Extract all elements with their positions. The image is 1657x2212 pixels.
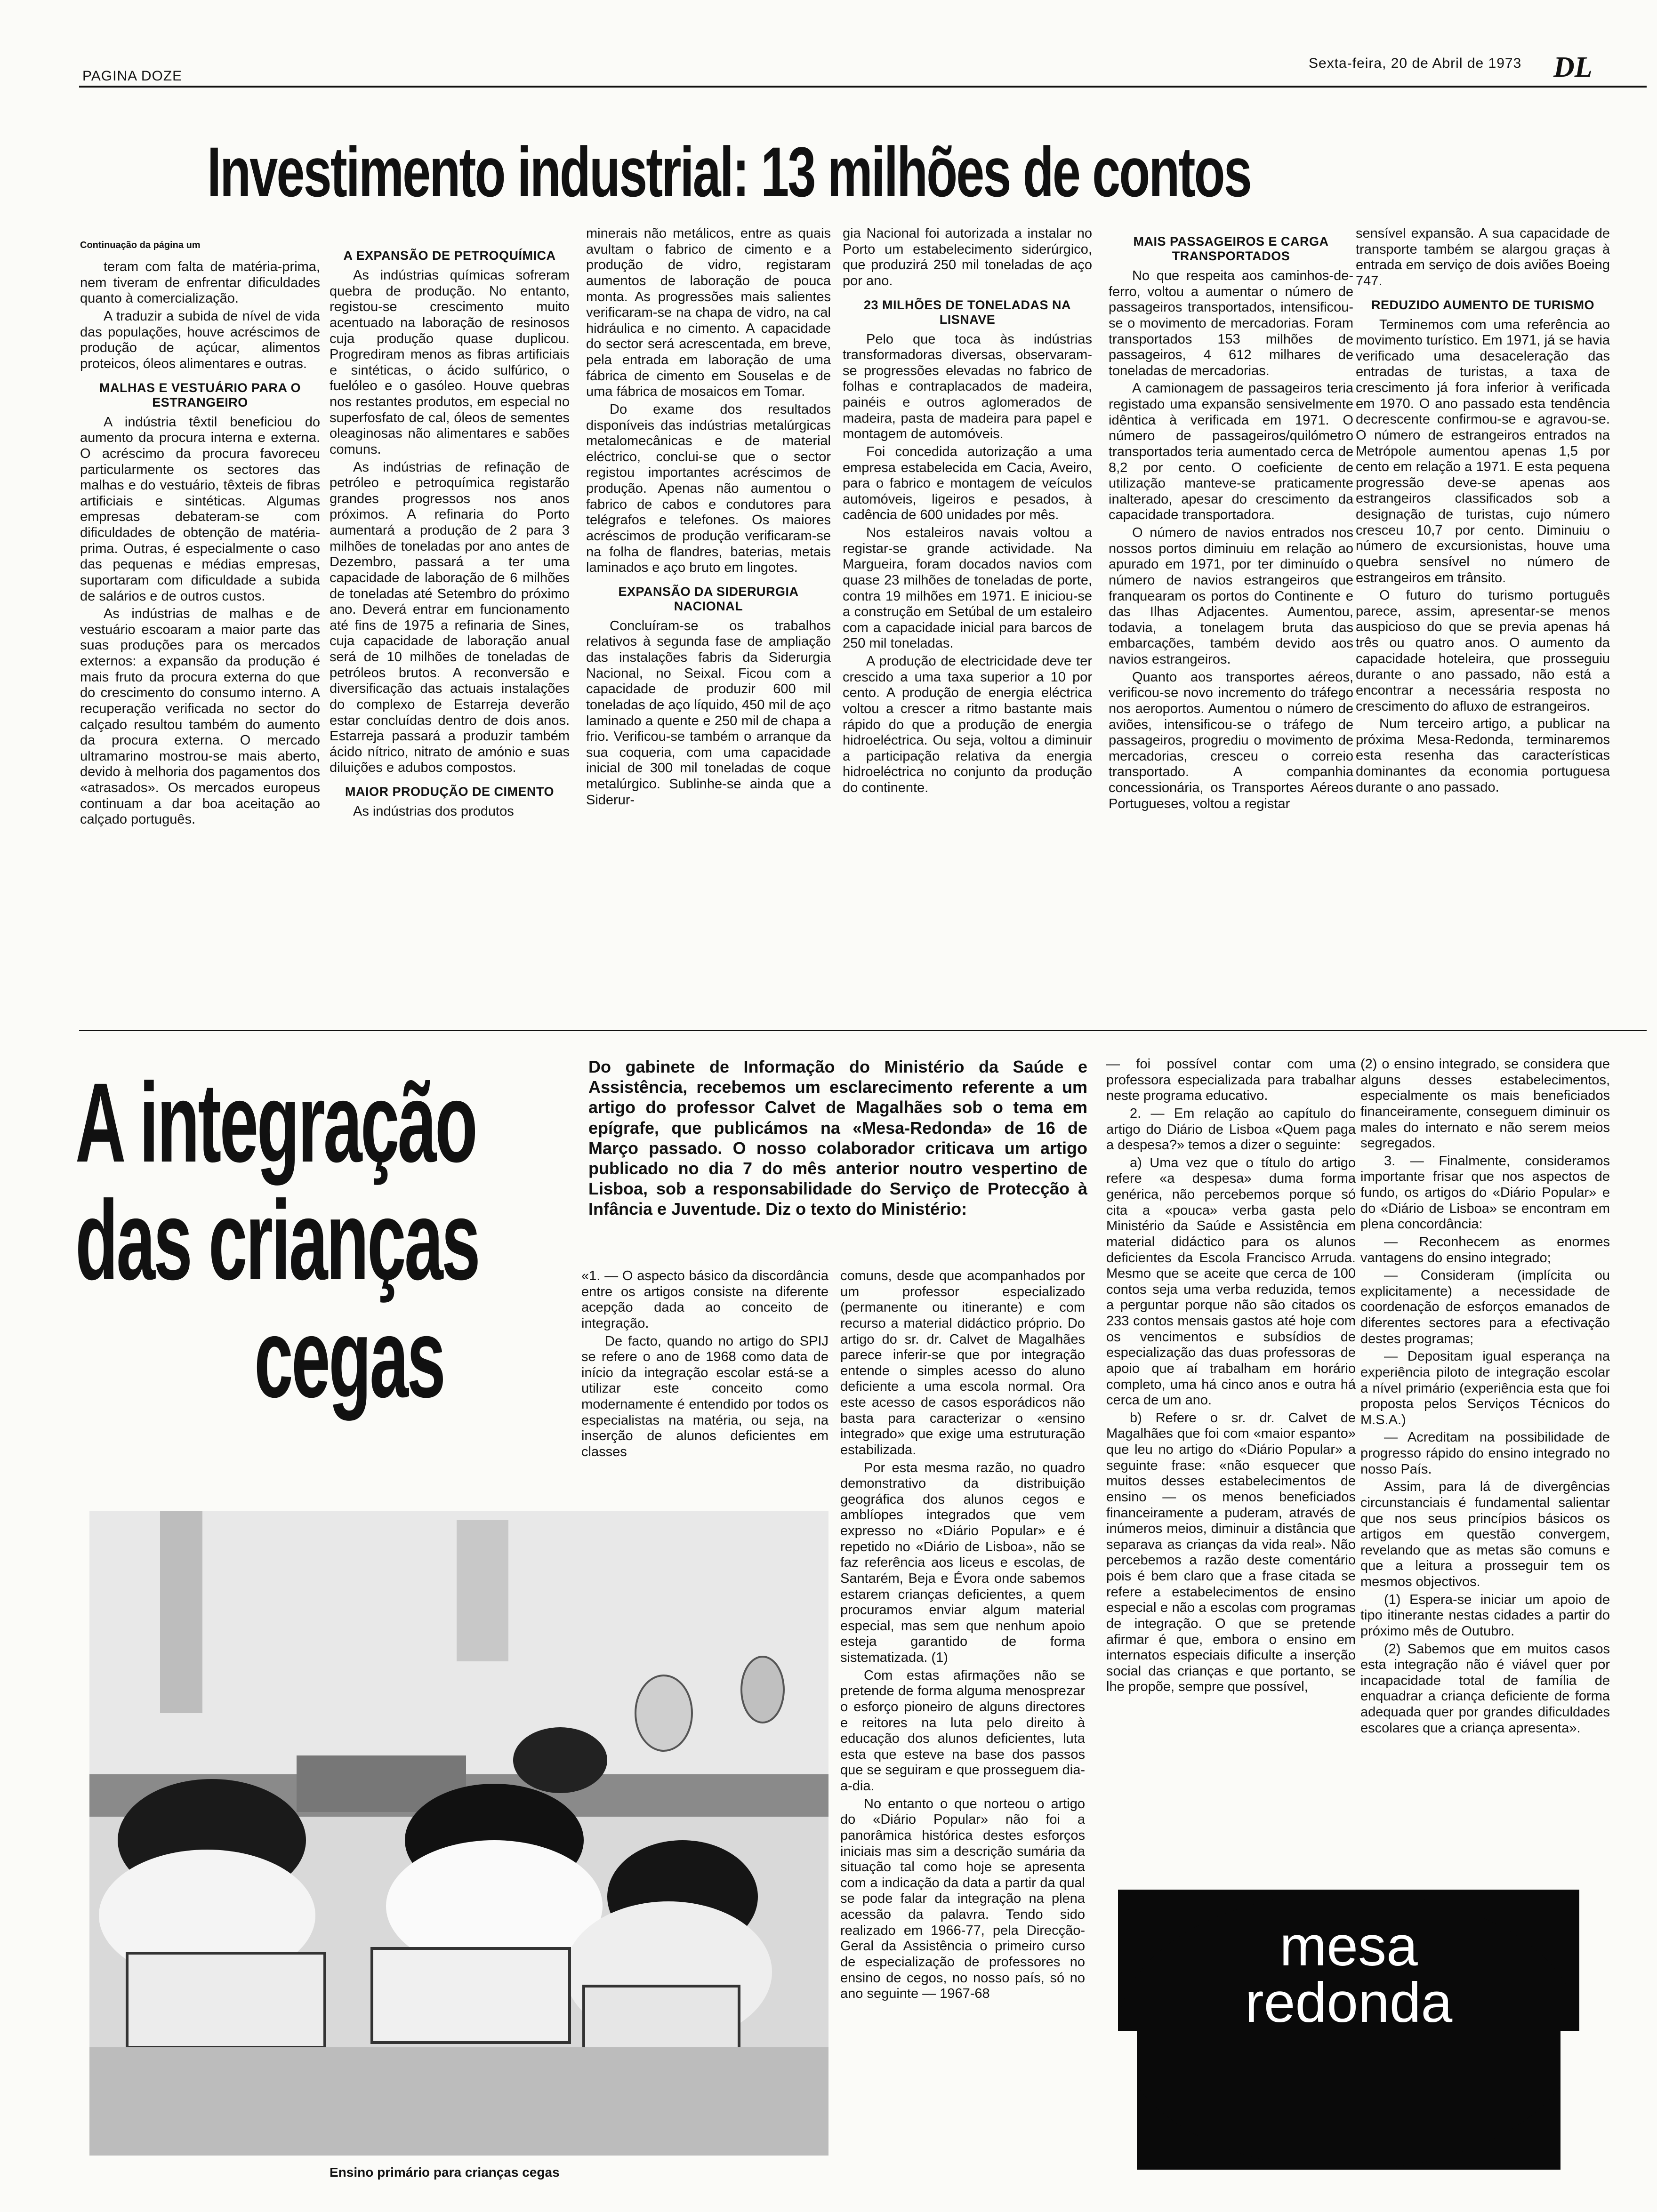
paragraph: — Reconhecem as enormes vantagens do ensino integrado;	[1360, 1234, 1610, 1266]
paragraph: — Acreditam na possibilidade de progresso rápido do ensino integrado no nosso País.	[1360, 1430, 1610, 1477]
paragraph: 2. — Em relação ao capítulo do artigo do Diário de Lisboa «Quem paga a despesa?» temos a dizer o seguinte:	[1106, 1106, 1356, 1153]
paragraph: Terminemos com uma referência ao movimento turístico. Em 1971, já se havia verificado uma desaceleração das entradas de turistas, a taxa de crescimento já fora inferior à verificada em 1970. O ano passado esta tendência decrescente confirmou-se e agravou-se. O número de estrangeiros entrados na Metrópole aumentou apenas 1,5 por cento em relação a 1971. E esta pequena progressão deve-se apenas aos estrangeiros classificados sob a designação de turistas, cujo número cresceu 10,7 por cento. Diminuiu o número de excursionistas, houve uma quebra sensível no número de estrangeiros em trânsito.	[1356, 317, 1610, 585]
paragraph: gia Nacional foi autorizada a instalar no Porto um estabelecimento siderúrgico, que produzirá 250 mil toneladas de aço por ano.	[843, 226, 1092, 289]
article2-column-4	[1360, 1057, 1610, 1866]
subheading: REDUZIDO AUMENTO DE TURISMO	[1371, 297, 1594, 312]
paragraph: As indústrias dos produtos	[353, 804, 514, 819]
paragraph: teram com falta de matéria-prima, nem tiveram de enfrentar dificuldades quanto à comercialização.	[80, 259, 320, 306]
paragraph: Concluíram-se os trabalhos relativos à segunda fase de ampliação das instalações fabris da Siderurgia Nacional, no Seixal. Ficou com a capacidade de produzir 600 mil toneladas de aço líquido, 450 mil de aço laminado a quente e 250 mil de chapa a frio. Verificou-se também o arranque da sua coqueria, com uma capacidade inicial de 300 mil toneladas de coque metalúrgico. Sublinhe-se ainda que a Siderur-	[586, 618, 831, 808]
article1-column-3	[586, 226, 831, 1012]
mesa-line2: redonda	[1245, 1971, 1453, 2034]
paragraph: (2) Sabemos que em muitos casos esta integração não é viável quer por incapacidade total de família de enquadrar a criança deficiente de forma adequada quer por grandes dificuldades escolares que a criança apresenta».	[1360, 1641, 1610, 1736]
paragraph: sensível expansão. A sua capacidade de transporte também se alargou graças à entrada em serviço de dois aviões Boeing 747.	[1356, 226, 1610, 289]
paragraph: Nos estaleiros navais voltou a registar-se grande actividade. Na Margueira, foram docados navios com quase 23 milhões de toneladas de porte, contra 19 milhões em 1971. E iniciou-se a construção em Setúbal de um estaleiro com a capacidade inicial para barcos de 250 mil toneladas.	[843, 525, 1092, 651]
paragraph: De facto, quando no artigo do SPIJ se refere o ano de 1968 como data de início da integração escolar está-se a utilizar este conceito como modernamente é entendido por todos os especialistas na matéria, ou seja, na inserção de alunos deficientes em classes	[581, 1333, 828, 1459]
paragraph: O número de navios entrados nos nossos portos diminuiu em relação ao apurado em 1971, por ter diminuído o número de navios estrangeiros que franquearam os portos do Continente e das Ilhas Adjacentes. Aumentou, todavia, a tonelagem bruta das embarcações, também devido aos navios estrangeiros.	[1109, 525, 1353, 667]
paragraph: A produção de electricidade deve ter crescido a uma taxa superior a 10 por cento. A produção de energia eléctrica voltou a crescer a ritmo bastante mais rápido do que a produção de energia hidroeléctrica. Ou seja, voltou a diminuir a participação relativa da energia hidroeléctrica no conjunto da produção do continente.	[843, 654, 1092, 796]
paragraph: Por esta mesma razão, no quadro demonstrativo da distribuição geográfica dos alunos cegos e amblíopes integrados que vem expresso no «Diário Popular» e é repetido no «Diário de Lisboa», não se faz referência aos liceus e escolas, de Santarém, Beja e Évora onde sabemos estarem crianças deficientes, a quem procuramos enviar algum material especial, mas sem que nenhum apoio esteja garantido de forma sistematizada. (1)	[840, 1460, 1085, 1665]
headline-investimento: Investimento industrial: 13 milhões de contos	[207, 132, 1251, 211]
paragraph: a) Uma vez que o título do artigo refere «a despesa» duma forma genérica, não percebemos porque só cita a «pouca» verba gasta pelo Ministério da Saúde e Assistência em material didáctico para os alunos deficientes da Escola Francisco Arruda. Mesmo que se aceite que cerca de 100 contos seja uma verba reduzida, temos a perguntar porque não são citados os 233 contos mensais gastos até hoje com os vencimentos e subsídios de especialização das duas professoras de apoio que aí trabalham em horário completo, uma há cinco anos e outra há cerca de um ano.	[1106, 1155, 1356, 1408]
article1-column-6	[1356, 226, 1610, 1012]
paragraph: Quanto aos transportes aéreos, verificou-se novo incremento do tráfego nos aeroportos. Aumentou o número de aviões, intensificou-se o tráfego de passageiros, progrediu o movimento de mercadorias, cresceu o correio transportado. A companhia concessionária, os Transportes Aéreos Portugueses, voltou a registar	[1109, 669, 1353, 811]
article2-intro: Do gabinete de Informação do Ministério da Saúde e Assistência, recebemos um esclarecimento referente a um artigo do professor Calvet de Magalhães sob o tema em epígrafe, que publicámos na «Mesa-Redonda» de 16 de Março passado. O nosso colaborador criticava um artigo publicado no dia 7 do mês anterior noutro vespertino de Lisboa, sob a responsabilidade do Serviço de Protecção à Infância e Juventude. Diz o texto do Ministério:	[588, 1057, 1087, 1219]
paragraph: Num terceiro artigo, a publicar na próxima Mesa-Redonda, terminaremos esta resenha das características dominantes da economia portuguesa durante o ano passado.	[1356, 716, 1610, 795]
paragraph: — foi possível contar com uma professora especializada para trabalhar neste programa educativo.	[1106, 1057, 1356, 1104]
paragraph: comuns, desde que acompanhados por um professor especializado (permanente ou itinerante) e com recurso a material didáctico próprio. Do artigo do sr. dr. Calvet de Magalhães parece inferir-se que por integração entende o simples acesso do aluno deficiente a uma escola normal. Ora este acesso de casos esporádicos não basta para caracterizar o «ensino integrado» que exige uma estruturação estabilizada.	[840, 1268, 1085, 1458]
subheading: MALHAS E VESTUÁRIO PARA O ESTRANGEIRO	[99, 380, 301, 409]
paragraph: (1) Espera-se iniciar um apoio de tipo itinerante nestas cidades a partir do próximo mês de Outubro.	[1360, 1592, 1610, 1639]
article1-column-1	[80, 240, 320, 1012]
paragraph: Foi concedida autorização a uma empresa estabelecida em Cacia, Aveiro, para o fabrico e montagem de veículos automóveis, ligeiros e pesados, à cadência de 600 unidades por mês.	[843, 444, 1092, 523]
paragraph: A camionagem de passageiros teria registado uma expansão sensivelmente idêntica à verificada em 1971. O número de passageiros/quilómetro transportados teria aumentado cerca de 8,2 por cento. O coeficiente de utilização manteve-se praticamente inalterado, apesar do crescimento da capacidade transportadora.	[1109, 381, 1353, 523]
subheading: MAIOR PRODUÇÃO DE CIMENTO	[345, 785, 554, 799]
continued-from-label: Continuação da página um	[80, 240, 201, 250]
mesa-redonda-logo	[1118, 1890, 1579, 2170]
paragraph: Assim, para lá de divergências circunstanciais é fundamental salientar que nos seus princípios básicos os artigos em questão convergem, revelando que as metas são comuns e que a leitura a prosseguir tem os mesmos objectivos.	[1360, 1479, 1610, 1589]
subheading: EXPANSÃO DA SIDERURGIA NACIONAL	[618, 584, 799, 613]
paragraph: minerais não metálicos, entre as quais avultam o fabrico de cimento e a produção de vidro, registaram aumentos de laboração de pouca monta. As progressões mais salientes verificaram-se na chapa de vidro, na cal hidráulica e no cimento. A capacidade do sector será acrescentada, em breve, pela entrada em laboração de uma fábrica de cimento em Souselas e de uma fábrica de mosaicos em Tomar.	[586, 226, 831, 400]
headline-integracao-line3: cegas	[254, 1295, 444, 1421]
paragraph: O futuro do turismo português parece, assim, apresentar-se menos auspicioso do que se previa apenas há três ou quatro anos. O aumento da capacidade hoteleira, que prosseguiu durante o ano passado, não está a encontrar a necessária resposta no crescimento do afluxo de estrangeiros.	[1356, 588, 1610, 714]
headline-integracao-line2: das crianças	[75, 1177, 479, 1303]
photo-caption: Ensino primário para crianças cegas	[330, 2165, 560, 2180]
photo-illustration	[89, 1511, 828, 2156]
paragraph: As indústrias de refinação de petróleo e petroquímica registarão grandes progressos nos anos próximos. A refinaria do Porto aumentará a produção de 2 para 3 milhões de toneladas por ano antes de Dezembro, passará a ter uma capacidade de laboração de 6 milhões de toneladas até Setembro do próximo ano. Deverá entrar em funcionamento até fins de 1975 a refinaria de Sines, cuja capacidade de laboração anual será de 10 milhões de toneladas de petróleos brutos. A reconversão e diversificação das actuais instalações do complexo de Estarreja deverão estar concluídas dentro de dois anos. Estarreja passará a produzir também ácido nítrico, nitrato de amónio e suas diluições e adubos compostos.	[330, 459, 570, 776]
photo-blind-children	[89, 1511, 828, 2156]
subheading: 23 MILHÕES DE TONELADAS NA LISNAVE	[863, 297, 1071, 327]
paragraph: b) Refere o sr. dr. Calvet de Magalhães que foi com «maior espanto» que leu no artigo do «Diário Popular» a seguinte frase: «não esquecer que muitos desses estabelecimentos de ensino — os menos beneficiados financeiramente a puderam, através de inúmeros meios, diminuir a distância que separava as crianças da vida real». Não percebemos a razão deste comentário pois é bem claro que a frase citada se refere a estabelecimentos de ensino especial e não a escolas com programas de integração. O que se pretende afirmar é que, embora o ensino em internatos especiais dificulte a inserção social das crianças e que portanto, se lhe propõe, sempre que possível,	[1106, 1410, 1356, 1695]
headline-integracao-line1: A integração	[75, 1059, 476, 1186]
paragraph: Com estas afirmações não se pretende de forma alguma menosprezar o esforço pioneiro de alguns directores e reitores na luta pelo direito à educação dos alunos deficientes, luta esta que esteve na base dos passos que se seguiram e que prosseguem dia-a-dia.	[840, 1667, 1085, 1794]
subheading: A EXPANSÃO DE PETROQUÍMICA	[343, 248, 556, 263]
date-line: Sexta-feira, 20 de Abril de 1973	[1309, 56, 1522, 71]
header-rule	[79, 86, 1647, 88]
paragraph: No que respeita aos caminhos-de-ferro, voltou a aumentar o número de passageiros transportados, intensificou-se o movimento de mercadorias. Foram transportados 153 milhões de passageiros, 4 612 milhares de toneladas de mercadorias.	[1109, 268, 1353, 378]
paragraph: A indústria têxtil beneficiou do aumento da procura interna e externa. O acréscimo da procura favoreceu particularmente os sectores das malhas e do vestuário, têxteis de fibras artificiais e sintéticas. Algumas empresas debateram-se com dificuldades de obtenção de matéria-prima. Outras, é especialmente o caso das pequenas e médias empresas, suportaram com dificuldade a subida de salários e de outros custos.	[80, 414, 320, 604]
article2-column-3	[1106, 1057, 1356, 1866]
article1-column-4	[843, 226, 1092, 1012]
paragraph: — Depositam igual esperança na experiência piloto de integração escolar a nível primário (experiência esta que foi proposta pelos Serviços Técnicos do M.S.A.)	[1360, 1349, 1610, 1427]
paragraph: Do exame dos resultados disponíveis das indústrias metalúrgicas metalomecânicas e de material eléctrico, conclui-se que o sector registou importantes acréscimos de produção. Apenas não aumentou o fabrico de cabos e condutores para telégrafos e telefones. Os maiores acréscimos de produção verificaram-se na folha de flandres, baterias, metais laminados e aço bruto em lingotes.	[586, 401, 831, 576]
paragraph: — Consideram (implícita ou explicitamente) a necessidade de coordenação de esforços emanados de diferentes sectores para a efectivação destes programas;	[1360, 1268, 1610, 1346]
subheading: MAIS PASSAGEIROS E CARGA TRANSPORTADOS	[1133, 234, 1329, 264]
mesa-line1: mesa	[1279, 1915, 1418, 1978]
paragraph: Pelo que toca às indústrias transformadoras diversas, observaram-se progressões elevadas no fabrico de folhas e contraplacados de madeira, painéis e outros aglomerados de madeira, pasta de madeira para papel e montagem de automóveis.	[843, 331, 1092, 442]
paragraph: As indústrias de malhas e de vestuário escoaram a maior parte das suas produções para os mercados externos: a expansão da produção é mais fruto da procura externa do que do crescimento do consumo interno. A recuperação verificada no sector do calçado resultou também do aumento da procura externa. O mercado ultramarino mostrou-se mais aberto, devido à melhoria dos pagamentos dos «atrasados». Os mercados europeus continuam a dar boa aceitação ao calçado português.	[80, 606, 320, 827]
paragraph: 3. — Finalmente, consideramos importante frisar que nos aspectos de fundo, os artigos do «Diário Popular» e do «Diário de Lisboa» se encontram em plena concordância:	[1360, 1153, 1610, 1232]
article2-column-2	[840, 1268, 1085, 2170]
section-divider	[79, 1030, 1647, 1031]
article1-column-2	[330, 240, 570, 1012]
paragraph: «1. — O aspecto básico da discordância entre os artigos consiste na diferente acepção dada ao conceito de integração.	[581, 1268, 828, 1331]
article2-column-1	[581, 1268, 828, 1513]
page-label: PAGINA DOZE	[82, 68, 183, 84]
paragraph: As indústrias químicas sofreram quebra de produção. No entanto, registou-se crescimento muito acentuado na laboração de resinosos cuja produção quase duplicou. Progrediram menos as fibras artificiais e sintéticas, o ácido sulfúrico, o fuelóleo e o gasóleo. Houve quebras nos restantes produtos, em especial no superfosfato de cal, óleos de sementes oleaginosas não alimentares e sabões comuns.	[330, 268, 570, 457]
paragraph: A traduzir a subida de nível de vida das populações, houve acréscimos de produção de açúcar, alimentos proteicos, óleos alimentares e outras.	[80, 309, 320, 371]
paragraph: (2) o ensino integrado, se considera que alguns desses estabelecimentos, especialmente os mais beneficiados financeiramente, conseguem diminuir os males do internato e não serem meios segregados.	[1360, 1057, 1610, 1151]
paragraph: No entanto o que norteou o artigo do «Diário Popular» não foi a panorâmica histórica destes esforços iniciais mas sim a descrição sumária da situação tal como hoje se apresenta com a indicação da data a partir da qual se pode falar da integração na plena acessão da palavra. Tendo sido realizado em 1966-77, pela Direcção-Geral da Assistência o primeiro curso de especialização de professores no ensino de cegos, no nosso país, só no ano seguinte — 1967-68	[840, 1796, 1085, 2002]
article1-column-5	[1109, 226, 1353, 1012]
newspaper-logo: DL	[1553, 51, 1593, 83]
